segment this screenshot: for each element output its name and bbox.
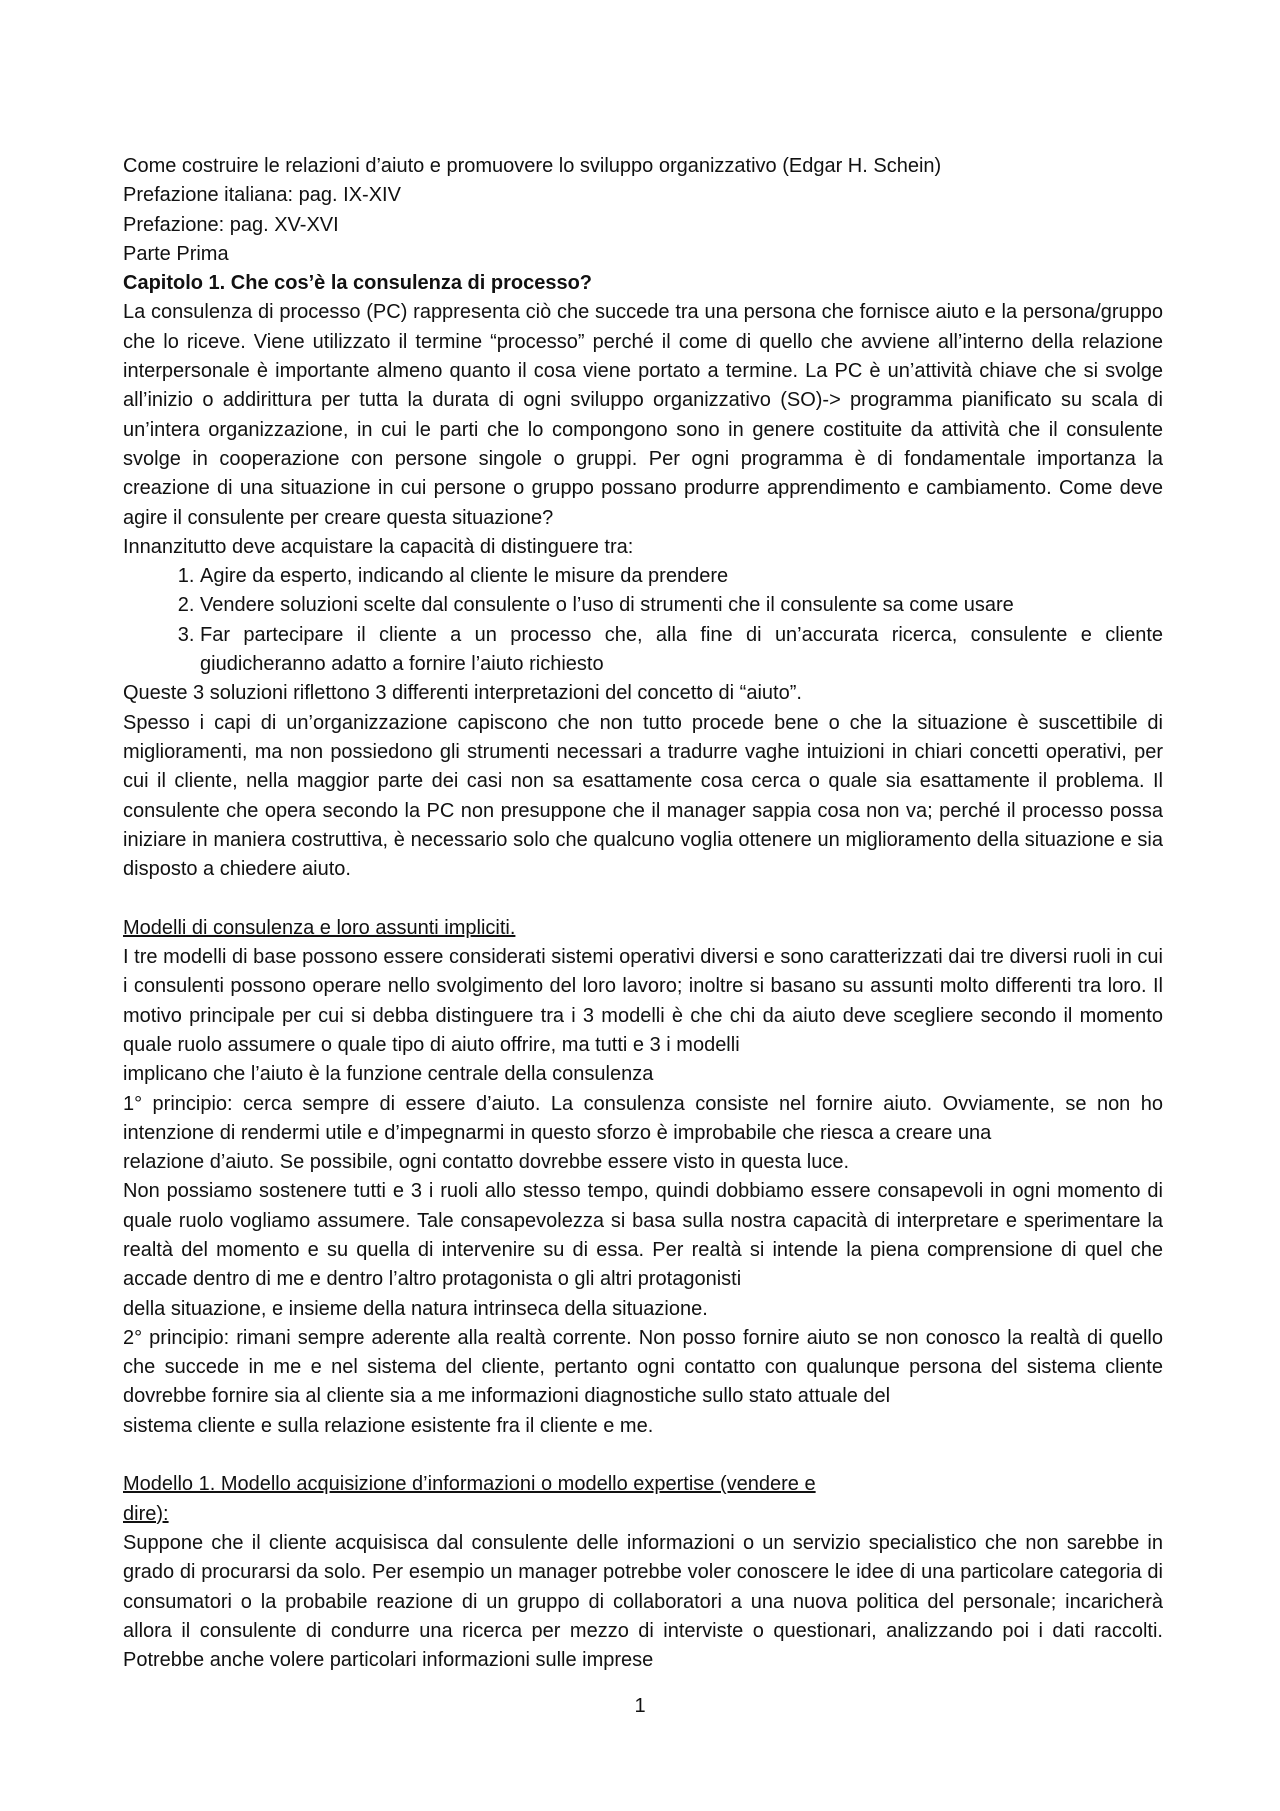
spacer bbox=[123, 884, 1163, 913]
chapter-paragraph-2: Queste 3 soluzioni riflettono 3 differenti interpretazioni del concetto di “aiuto”. bbox=[123, 682, 802, 705]
list-item: 3. Far partecipare il cliente a un processo che, alla fine di un’accurata ricerca, consulente e cliente giudicheranno adatto a fornire l’aiuto richiesto bbox=[200, 621, 1163, 680]
model1-heading-line2: dire): bbox=[123, 1502, 169, 1525]
chapter-paragraph-1-end: Innanzitutto deve acquistare la capacità di distinguere tra: bbox=[123, 535, 634, 558]
book-title: Come costruire le relazioni d’aiuto e promuovere lo sviluppo organizzativo (Edgar H. Schein) bbox=[123, 155, 942, 177]
model1-paragraph: Suppone che il cliente acquisisca dal consulente delle informazioni o un servizio specialistico che non sarebbe in grado di procurarsi da solo. Per esempio un manager potrebbe voler conoscere le idee di una particolare categoria di consumatori o la probabile reazione di un gruppo di collaboratori a una nuova politica del personale; incaricherà allora il consulente di condurre una ricerca per mezzo di interviste o questionari, analizzando poi i dati raccolti. Potrebbe anche volere particolari informazioni sulle imprese bbox=[123, 1531, 1163, 1672]
page-number: 1 bbox=[634, 1695, 646, 1717]
part-title: Parte Prima bbox=[123, 242, 229, 265]
list-item: 2. Vendere soluzioni scelte dal consulente o l’uso di strumenti che il consulente sa come usare bbox=[200, 591, 1163, 620]
chapter-paragraph-1: La consulenza di processo (PC) rappresenta ciò che succede tra una persona che fornisce aiuto e la persona/gruppo che lo riceve. Viene utilizzato il termine “processo” perché il come di quello che avviene all’interno della relazione interpersonale è importante almeno quanto il cosa viene portato a termine. La PC è un’attività chiave che si svolge all’inizio o addirittura per tutta la durata di ogni sviluppo organizzativo (SO)-> programma pianificato su scala di un’intera organizzazione, in cui le parti che lo compongono sono in genere costituite da attività che il consulente svolge in cooperazione con persone singole o gruppi. Per ogni programma è di fondamentale importanza la creazione di una situazione in cui persone o gruppo possano produrre apprendimento e cambiamento. Come deve agire il consulente per creare questa situazione? bbox=[123, 301, 1163, 529]
models-heading: Modelli di consulenza e loro assunti impliciti. bbox=[123, 916, 516, 939]
list-item: 1. Agire da esperto, indicando al cliente le misure da prendere bbox=[200, 562, 1163, 591]
principle-1: 1° principio: cerca sempre di essere d’aiuto. La consulenza consiste nel fornire aiuto. Ovviamente, se non ho intenzione di rendermi utile e d’impegnarmi in questo sforzo è improbabile che riesca a creare una bbox=[123, 1092, 1163, 1144]
principle-1-end: relazione d’aiuto. Se possibile, ogni contatto dovrebbe essere visto in questa luce. bbox=[123, 1151, 850, 1174]
document-page bbox=[123, 152, 1163, 1675]
distinction-list bbox=[123, 562, 1163, 679]
models-paragraph-1: I tre modelli di base possono essere considerati sistemi operativi diversi e sono caratterizzati dai tre diversi ruoli in cui i consulenti possono operare nello svolgimento del loro lavoro; inoltre si basano su assunti molto differenti tra loro. Il motivo principale per cui si debba distinguere tra i 3 modelli è che chi da aiuto deve scegliere secondo il momento quale ruolo assumere o quale tipo di aiuto offrire, ma tutti e 3 i modelli bbox=[123, 946, 1163, 1056]
models-paragraph-2-end: della situazione, e insieme della natura intrinseca della situazione. bbox=[123, 1297, 708, 1320]
chapter-heading: Capitolo 1. Che cos’è la consulenza di processo? bbox=[123, 272, 593, 295]
principle-2-end: sistema cliente e sulla relazione esistente fra il cliente e me. bbox=[123, 1414, 654, 1437]
models-paragraph-2: Non possiamo sostenere tutti e 3 i ruoli allo stesso tempo, quindi dobbiamo essere consapevoli in ogni momento di quale ruolo vogliamo assumere. Tale consapevolezza si basa sulla nostra capacità di interpretare e sperimentare la realtà del momento e su quella di intervenire su di essa. Per realtà si intende la piena comprensione di quel che accade dentro di me e dentro l’altro protagonista o gli altri protagonisti bbox=[123, 1180, 1163, 1291]
preface-italian: Prefazione italiana: pag. IX-XIV bbox=[123, 184, 401, 207]
model1-heading-line1: Modello 1. Modello acquisizione d’informazioni o modello expertise (vendere e bbox=[123, 1473, 816, 1496]
principle-2: 2° principio: rimani sempre aderente alla realtà corrente. Non posso fornire aiuto se non conosco la realtà di quello che succede in me e nel sistema del cliente, pertanto ogni contatto con qualunque persona del sistema cliente dovrebbe fornire sia al cliente sia a me informazioni diagnostiche sullo stato attuale del bbox=[123, 1326, 1163, 1408]
chapter-paragraph-3: Spesso i capi di un’organizzazione capiscono che non tutto procede bene o che la situazione è suscettibile di miglioramenti, ma non possiedono gli strumenti necessari a tradurre vaghe intuizioni in chiari concetti operativi, per cui il cliente, nella maggior parte dei casi non sa esattamente cosa cerca o quale sia esattamente il problema. Il consulente che opera secondo la PC non presuppone che il manager sappia cosa non va; perché il processo possa iniziare in maniera costruttiva, è necessario solo che qualcuno voglia ottenere un miglioramento della situazione e sia disposto a chiedere aiuto. bbox=[123, 711, 1163, 881]
spacer bbox=[123, 1441, 1163, 1470]
models-paragraph-1-end: implicano che l’aiuto è la funzione centrale della consulenza bbox=[123, 1063, 654, 1086]
preface: Prefazione: pag. XV-XVI bbox=[123, 213, 339, 236]
